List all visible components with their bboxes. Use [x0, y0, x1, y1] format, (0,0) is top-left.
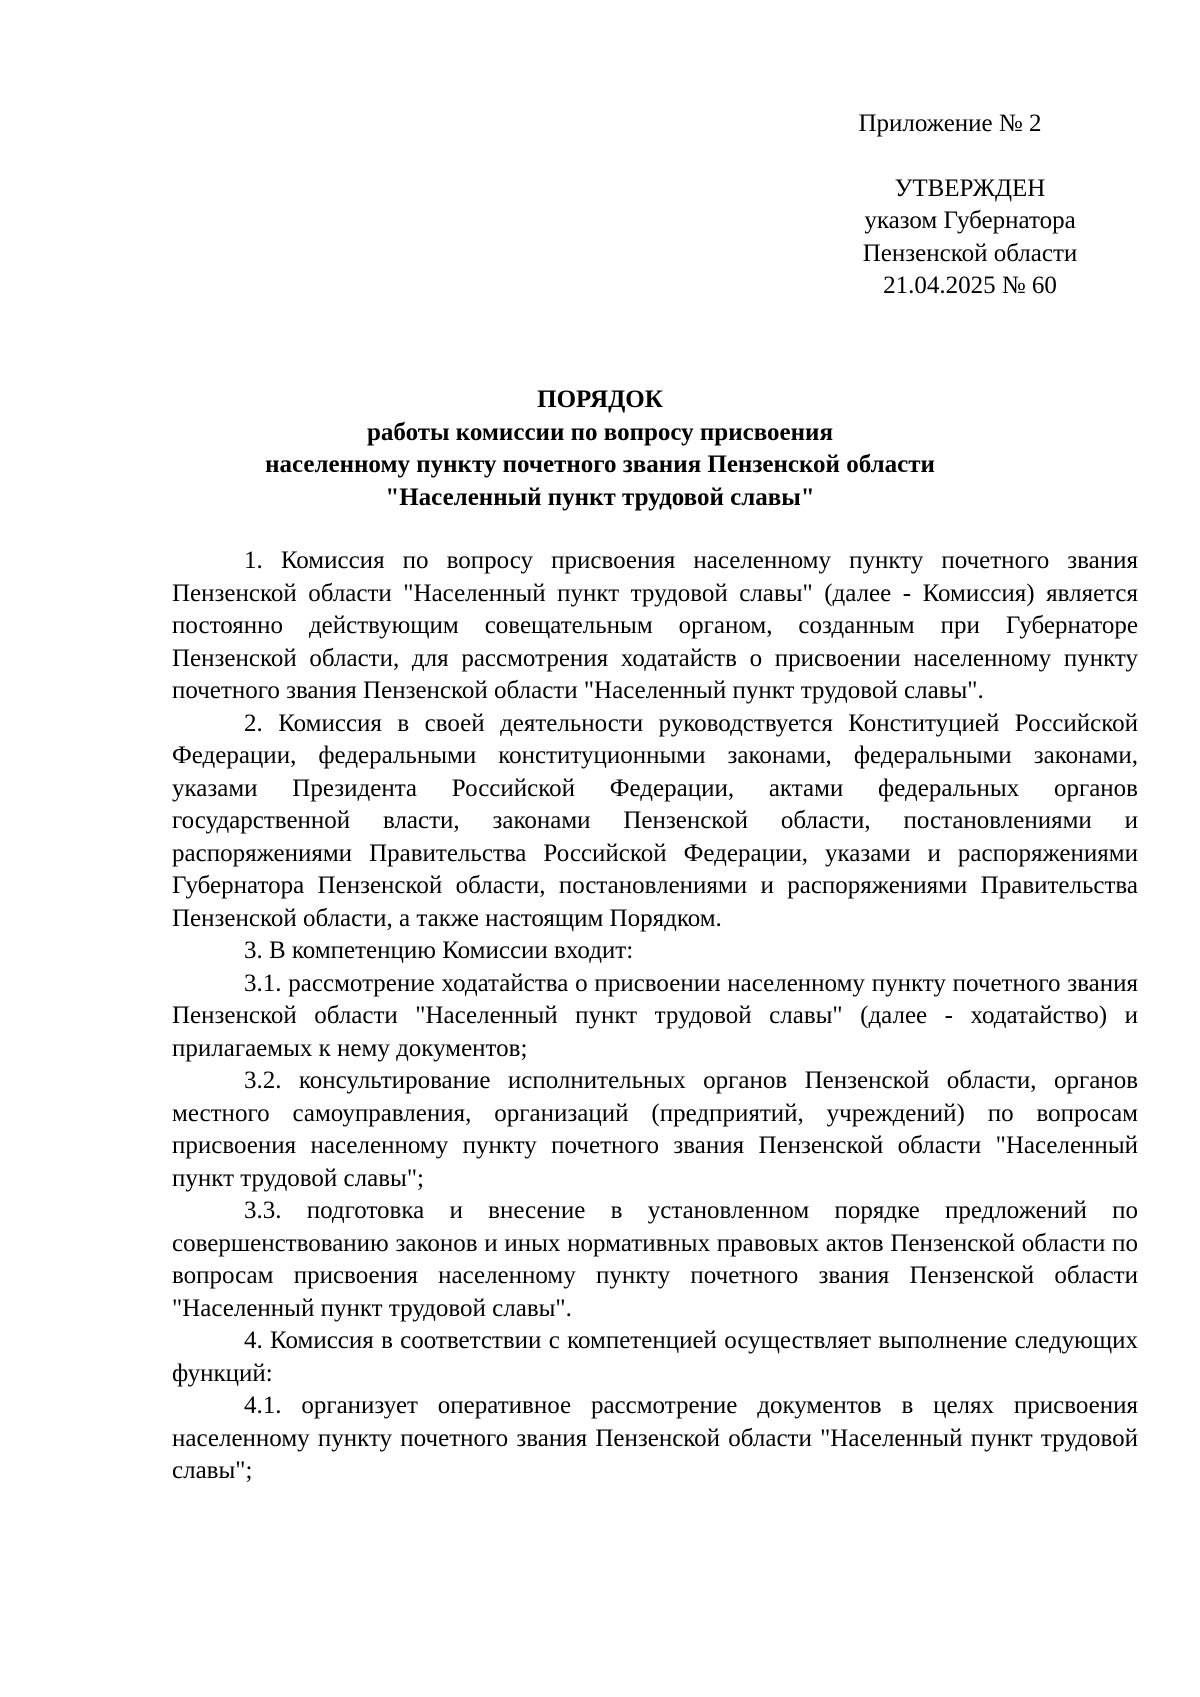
approved-date-number: 21.04.2025 № 60 [883, 272, 1057, 299]
title-heading: ПОРЯДОК [537, 386, 663, 413]
annex-number: Приложение № 2 [858, 110, 1042, 137]
approved-by-decree: указом Губернатора [864, 207, 1076, 234]
approved-region: Пензенской области [862, 239, 1078, 267]
paragraph-3: 3. В компетенцию Комиссии входит: [244, 937, 634, 964]
title-line-3: "Населенный пункт трудовой славы" [385, 483, 815, 511]
paragraph-3-2: 3.2. консультирование исполнительных органов Пензенской области, органов местного самоуправления, организаций (предприятий, учреждений) по вопросам присвоения населенному пункту почетного звания Пензенской области "Населенный пункт трудовой славы"; [172, 1067, 1138, 1192]
document-title [160, 384, 1040, 514]
title-line-2: населенному пункту почетного звания Пензенской области [265, 451, 935, 478]
document-body [172, 545, 1138, 1488]
paragraph-3-1: 3.1. рассмотрение ходатайства о присвоении населенному пункту почетного звания Пензенской области "Населенный пункт трудовой славы" (далее - ходатайство) и прилагаемых к нему документов; [172, 969, 1138, 1062]
paragraph-1: 1. Комиссия по вопросу присвоения населенному пункту почетного звания Пензенской области "Населенный пункт трудовой славы" (далее - Комиссия) является постоянно действующим совещательным органом, созданным при Губернаторе Пензенской области, для рассмотрения ходатайств о присвоении населенному пункту почетного звания Пензенской области "Населенный пункт трудовой славы". [172, 547, 1138, 704]
paragraph-4-1: 4.1. организует оперативное рассмотрение документов в целях присвоения населенному пункту почетного звания Пензенской области "Населенный пункт трудовой славы"; [172, 1392, 1138, 1484]
paragraph-4: 4. Комиссия в соответствии с компетенцией осуществляет выполнение следующих функций: [172, 1327, 1138, 1387]
paragraph-3-3: 3.3. подготовка и внесение в установленном порядке предложений по совершенствованию законов и иных нормативных правовых актов Пензенской области по вопросам присвоения населенному пункту почетного звания Пензенской области "Населенный пункт трудовой славы". [172, 1197, 1138, 1322]
title-line-1: работы комиссии по вопросу присвоения [367, 418, 833, 446]
approved-label: УТВЕРЖДЕН [894, 174, 1046, 202]
paragraph-2: 2. Комиссия в своей деятельности руководствуется Конституцией Российской Федерации, федеральными конституционными законами, федеральными законами, указами Президента Российской Федерации, актами федеральных органов государственной власти, законами Пензенской области, постановлениями и распоряжениями Правительства Российской Федерации, указами и распоряжениями Губернатора Пензенской области, постановлениями и распоряжениями Правительства Пензенской области, а также настоящим Порядком. [172, 709, 1138, 932]
approval-block [820, 108, 1120, 303]
